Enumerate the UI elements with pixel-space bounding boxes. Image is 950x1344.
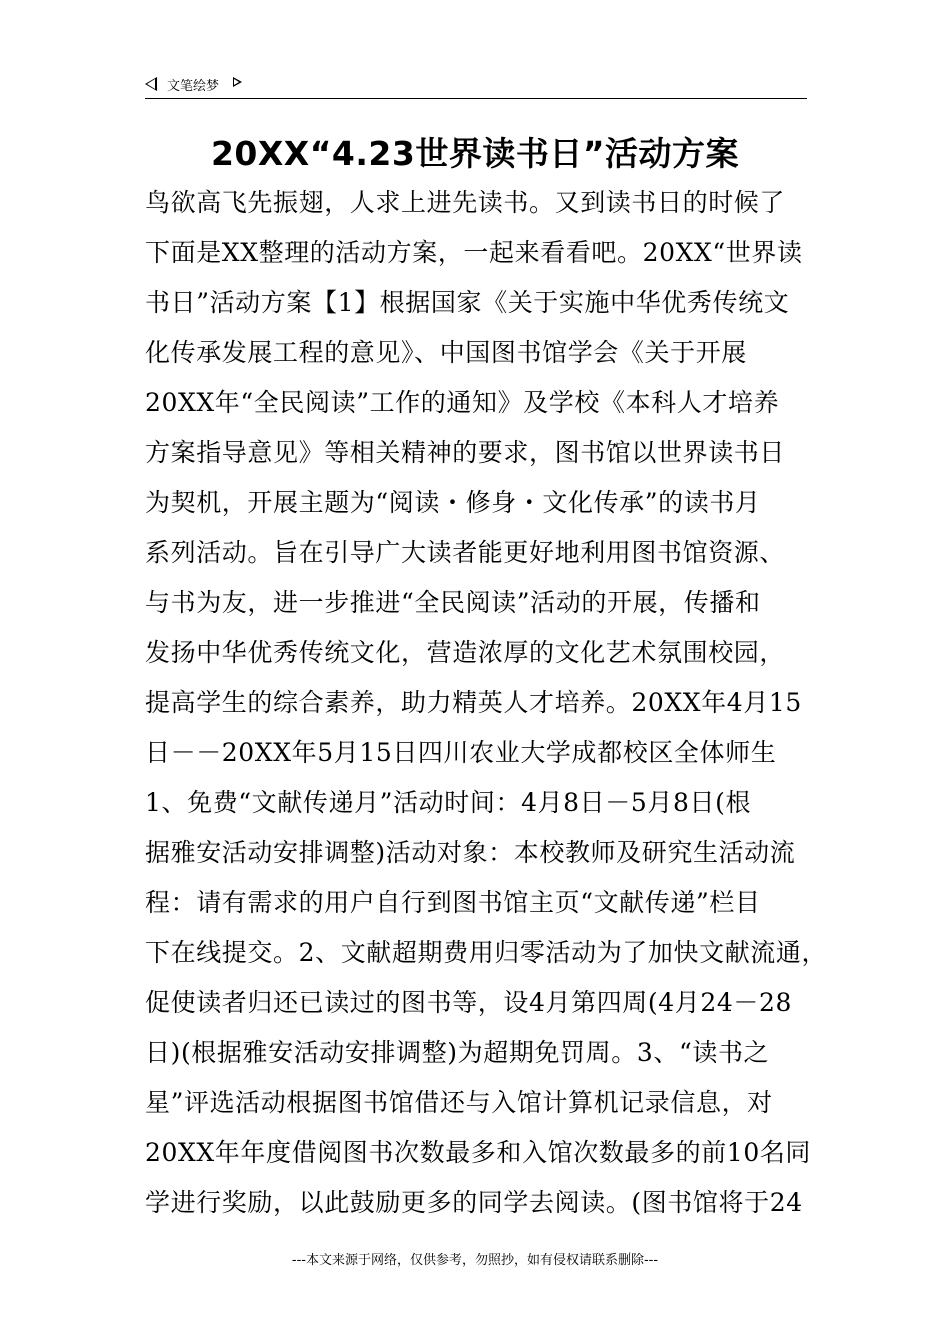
footer-disclaimer: ---本文来源于网络，仅供参考，勿照抄，如有侵权请联系删除--- — [291, 1253, 659, 1268]
body-line: 方案指导意见》等相关精神的要求，图书馆以世界读书日 — [145, 438, 786, 467]
body-line: 据雅安活动安排调整)活动对象：本校教师及研究生活动流 — [145, 838, 796, 867]
body-line: 为契机，开展主题为“阅读・修身・文化传承”的读书月 — [145, 488, 761, 517]
body-line: 与书为友，进一步推进“全民阅读”活动的开展，传播和 — [145, 588, 761, 617]
body-line: 化传承发展工程的意见》、中国图书馆学会《关于开展 — [145, 338, 747, 367]
header-brand: 文笔绘梦 — [167, 79, 220, 94]
body-line: 程：请有需求的用户自行到图书馆主页“文献传递”栏目 — [145, 888, 761, 917]
body-line: 日)(根据雅安活动安排调整)为超期免罚周。3、“读书之 — [145, 1038, 770, 1067]
body-text — [145, 183, 835, 1233]
right-triangle-icon — [233, 77, 242, 87]
body-line: 系列活动。旨在引导广大读者能更好地利用图书馆资源、 — [145, 538, 786, 567]
body-line: 促使读者归还已读过的图书等，设4月第四周(4月24－28 — [145, 988, 792, 1017]
body-line: 日－－20XX年5月15日四川农业大学成都校区全体师生 — [145, 738, 777, 767]
body-line: 下面是XX整理的活动方案，一起来看看吧。20XX“世界读 — [145, 238, 803, 267]
left-triangle-icon — [145, 77, 157, 91]
body-line: 提高学生的综合素养，助力精英人才培养。20XX年4月15 — [145, 688, 802, 717]
document-title: 20XX“4.23世界读书日”活动方案 — [210, 134, 740, 173]
body-line: 学进行奖励，以此鼓励更多的同学去阅读。(图书馆将于24 — [145, 1188, 803, 1217]
body-line: 1、免费“文献传递月”活动时间：4月8日－5月8日(根 — [145, 788, 752, 817]
body-line: 鸟欲高飞先振翅，人求上进先读书。又到读书日的时候了 — [145, 188, 786, 217]
body-line: 20XX年“全民阅读”工作的通知》及学校《本科人才培养 — [145, 388, 780, 417]
body-line: 下在线提交。2、文献超期费用归零活动为了加快文献流通， — [145, 938, 828, 967]
body-line: 星”评选活动根据图书馆借还与入馆计算机记录信息，对 — [145, 1088, 773, 1117]
body-line: 书日”活动方案【1】根据国家《关于实施中华优秀传统文 — [145, 288, 790, 317]
body-line: 20XX年年度借阅图书次数最多和入馆次数最多的前10名同 — [145, 1138, 812, 1167]
page-header — [145, 74, 807, 99]
body-line: 发扬中华优秀传统文化，营造浓厚的文化艺术氛围校园， — [145, 638, 786, 667]
